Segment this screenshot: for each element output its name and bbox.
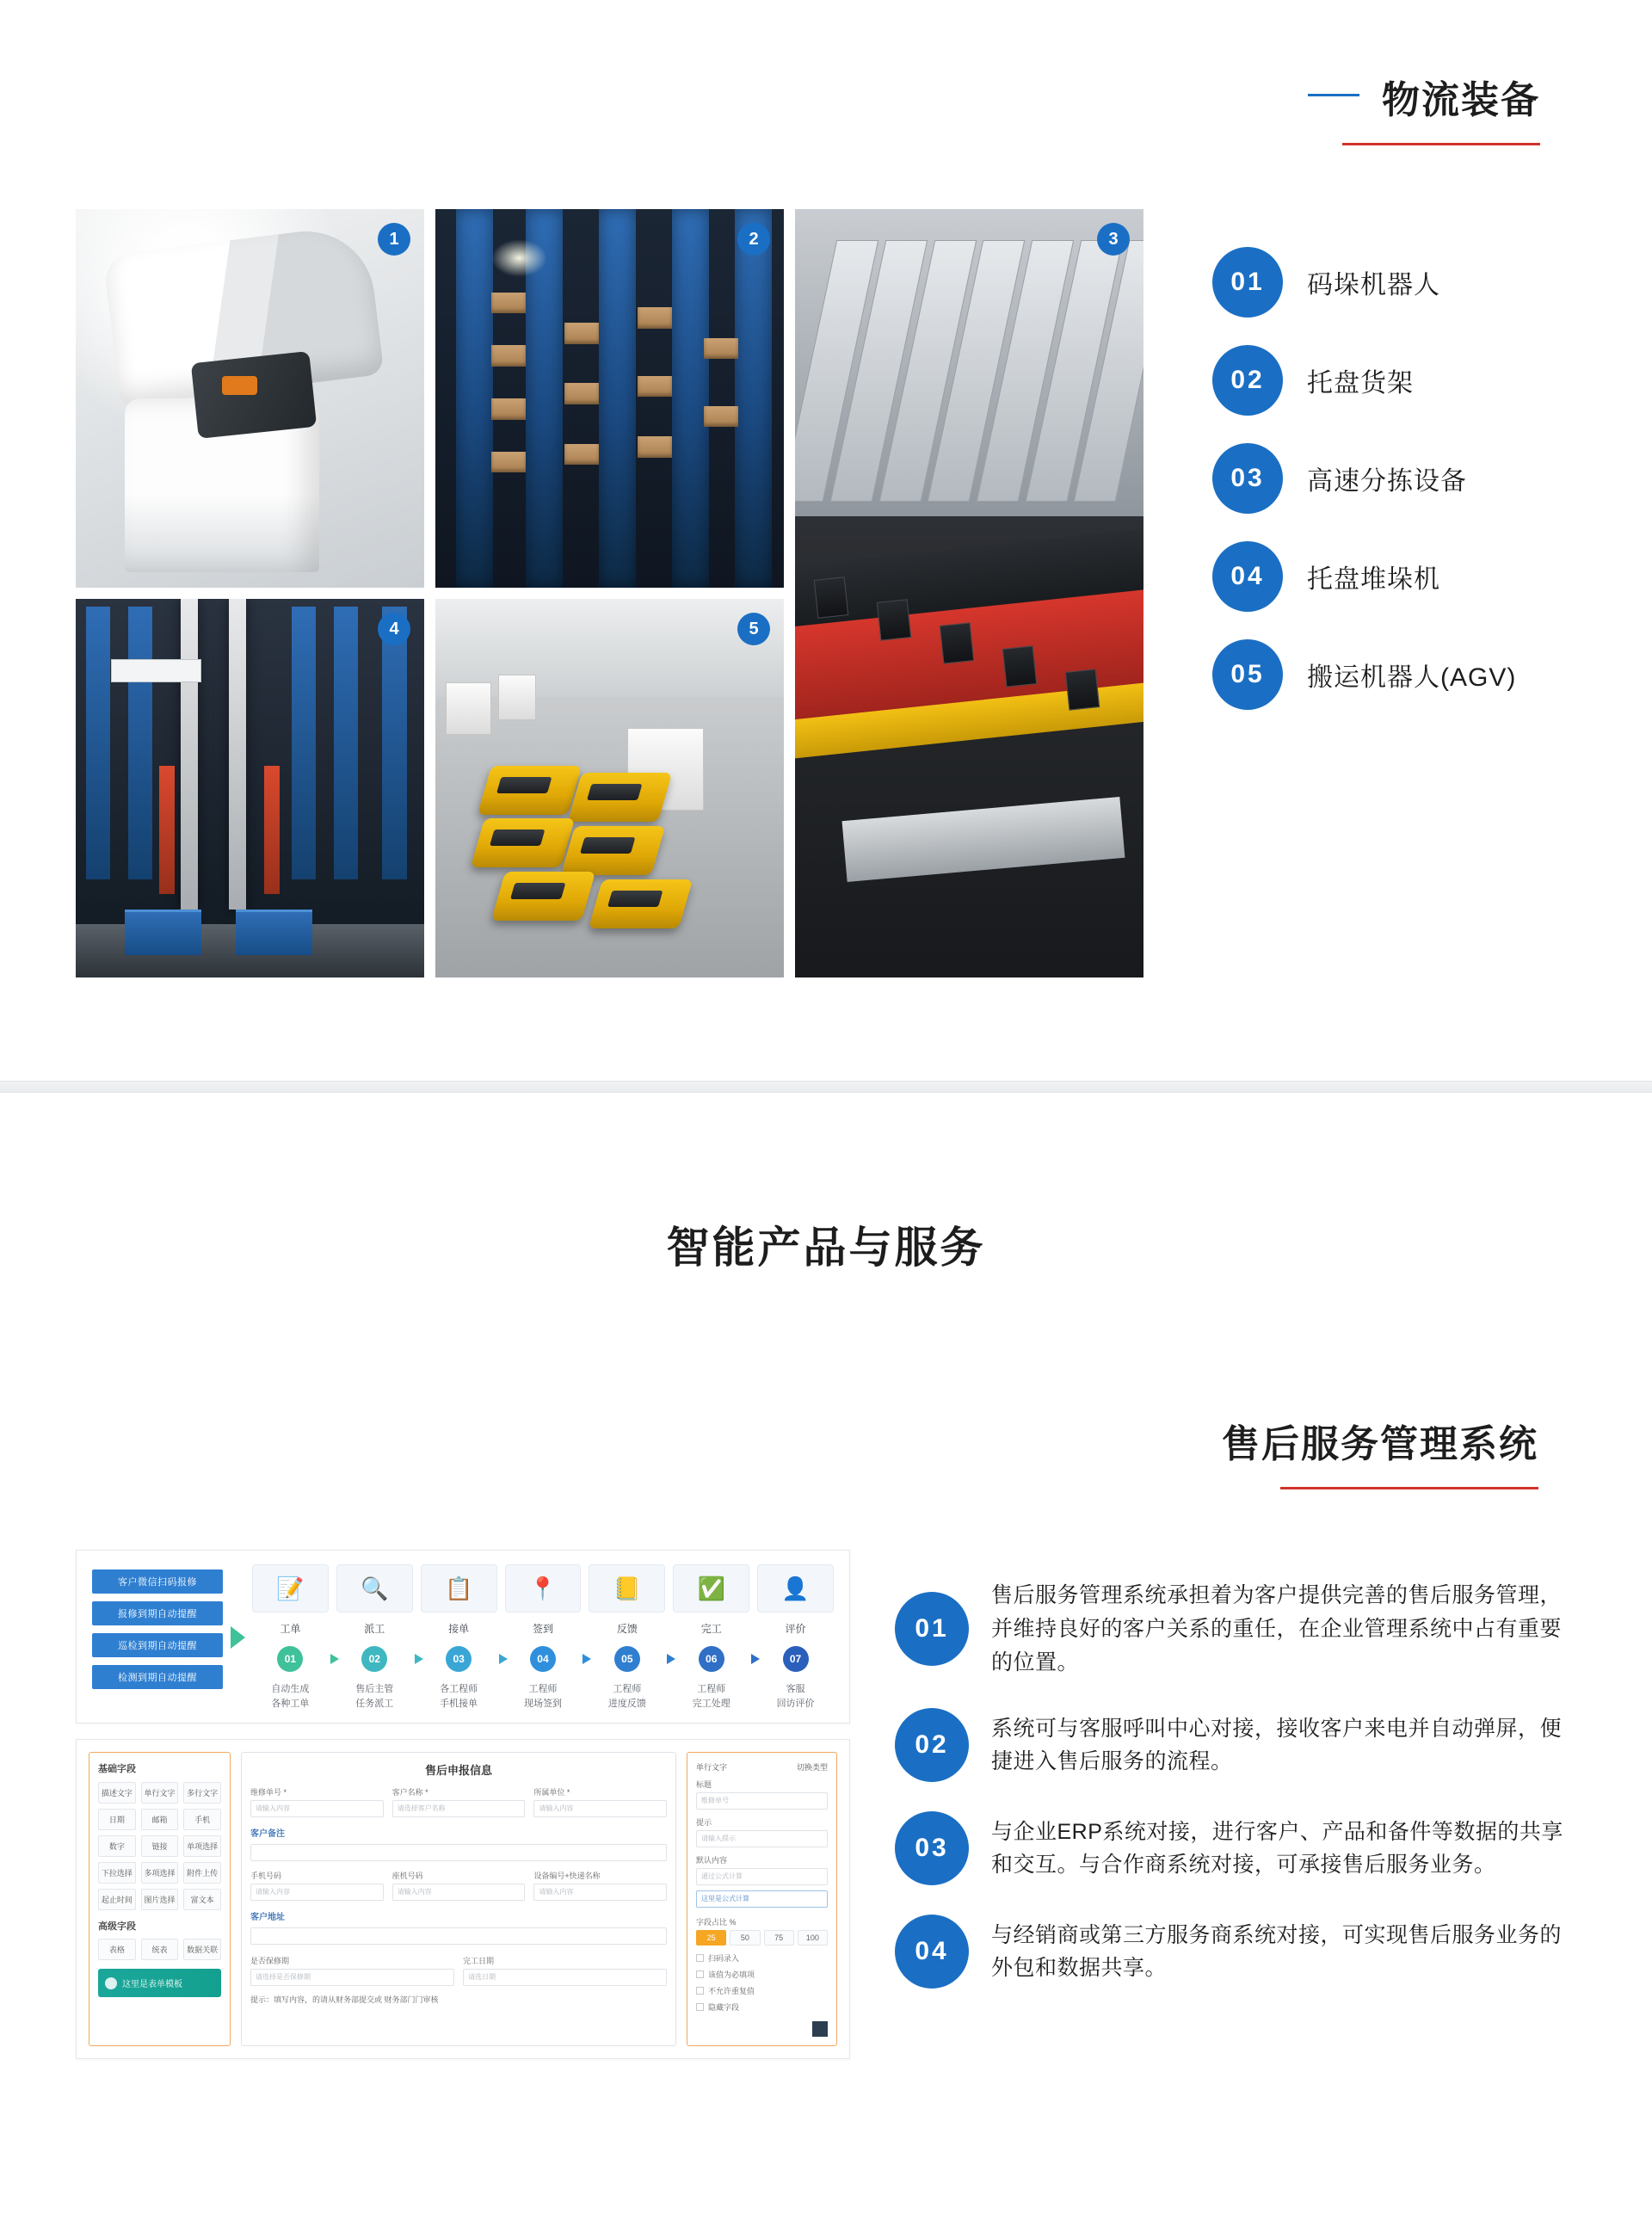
- step-desc: 各工程师 手机接单: [440, 1684, 478, 1709]
- step-number: 05: [614, 1646, 640, 1672]
- item-label: 托盘货架: [1307, 369, 1414, 398]
- form-canvas-title: 售后申报信息: [424, 1764, 492, 1777]
- pct-option[interactable]: 100: [798, 1930, 828, 1946]
- checkbox-label: 隐藏字段: [708, 2003, 740, 2012]
- system-screenshots: [76, 1550, 850, 2059]
- service-title: 售后服务管理系统: [1222, 1423, 1538, 1465]
- palette-title: 基础字段: [98, 1764, 136, 1774]
- item-label: 搬运机器人(AGV): [1307, 663, 1517, 692]
- formula-button[interactable]: 这里是公式计算: [696, 1890, 828, 1908]
- field-chip[interactable]: 手机: [183, 1809, 221, 1830]
- field-input[interactable]: 请选择是否保修期: [250, 1969, 454, 1986]
- field-input[interactable]: 请输入内容: [533, 1884, 667, 1901]
- item-number: 02: [1212, 345, 1283, 416]
- checkbox-row[interactable]: [696, 2001, 828, 2013]
- equipment-list: [1212, 209, 1516, 977]
- item-number: 01: [895, 1592, 969, 1666]
- products-section: [0, 1093, 1652, 2128]
- step-desc: 工程师 进度反馈: [607, 1684, 646, 1709]
- customer-address-input[interactable]: [250, 1927, 667, 1945]
- step-label: 签到: [532, 1623, 553, 1635]
- feedback-icon: 📒: [589, 1564, 665, 1613]
- step-label: 派工: [364, 1623, 385, 1635]
- checkin-icon: 📍: [505, 1564, 582, 1613]
- field-chip[interactable]: 图片选择: [141, 1889, 179, 1910]
- photo-badge: 2: [737, 223, 770, 256]
- logistics-section: [0, 0, 1652, 1081]
- section-label: 客户备注: [250, 1829, 285, 1839]
- template-banner-text: 这里是表单模板: [122, 1980, 182, 1989]
- item-number: 04: [895, 1915, 969, 1989]
- template-icon: [105, 1977, 117, 1989]
- list-item: [1212, 443, 1516, 514]
- field-chip[interactable]: 数字: [98, 1835, 136, 1857]
- list-item: [895, 1915, 1583, 1989]
- workflow-steps: [252, 1564, 834, 1711]
- checkbox-label: 该值为必填项: [708, 1970, 755, 1979]
- step-number: 01: [277, 1646, 303, 1672]
- step-desc: 售后主管 任务派工: [355, 1684, 394, 1709]
- checkbox-row[interactable]: [696, 1969, 828, 1980]
- form-designer-screenshot: [76, 1739, 850, 2059]
- field-label: 维修单号 *: [250, 1788, 287, 1797]
- flow-arrow-icon: [223, 1564, 252, 1711]
- workflow-diagram: [76, 1550, 850, 1724]
- advanced-field-chips: [98, 1939, 221, 1960]
- photo-badge: 5: [737, 613, 770, 645]
- prop-label: 标题: [696, 1780, 712, 1789]
- item-text: 与经销商或第三方服务商系统对接，可实现售后服务业务的外包和数据共享。: [991, 1922, 1563, 1981]
- field-label: 客户名称 *: [391, 1788, 428, 1797]
- field-chip[interactable]: 单项选择: [183, 1835, 221, 1857]
- products-title: 智能产品与服务: [666, 1224, 986, 1272]
- item-text: 与企业ERP系统对接，进行客户、产品和备件等数据的共享和交互。与合作商系统对接，可承接售后服务业务。: [991, 1819, 1563, 1878]
- step-label: 完工: [700, 1623, 722, 1635]
- prop-input[interactable]: 维修单号: [696, 1792, 828, 1810]
- field-chip[interactable]: 多项选择: [141, 1862, 179, 1884]
- step-number: 06: [699, 1646, 724, 1672]
- photo-badge: 3: [1097, 223, 1130, 256]
- step-desc: 客服 回访评价: [776, 1684, 815, 1709]
- logistics-title-row: [0, 69, 1652, 124]
- item-text: 系统可与客服呼叫中心对接，接收客户来电并自动弹屏，便捷进入售后服务的流程。: [991, 1716, 1563, 1774]
- step-number: 04: [530, 1646, 556, 1672]
- template-banner: [98, 1969, 221, 1997]
- item-text: 售后服务管理系统承担着为客户提供完善的售后服务管理，并维持良好的客户关系的重任，在企业管理系统中占有重要的位置。: [991, 1583, 1563, 1674]
- step-label: 接单: [448, 1623, 470, 1635]
- checkbox-row[interactable]: [696, 1985, 828, 1996]
- field-input[interactable]: 请输入内容: [250, 1800, 384, 1817]
- field-chip[interactable]: 起止时间: [98, 1889, 136, 1910]
- page-title: 物流装备: [1382, 79, 1540, 121]
- step-desc: 工程师 现场签到: [523, 1684, 562, 1709]
- service-body: [0, 1550, 1652, 2059]
- list-item: [895, 1708, 1583, 1782]
- robot-arm-joint: [190, 351, 316, 439]
- pct-label: 字段占比 %: [696, 1918, 737, 1927]
- field-chip[interactable]: 描述文字: [98, 1782, 136, 1804]
- form-note: 提示：填写内容，的请从财务部提交或 财务部门门审核: [250, 1995, 439, 2004]
- field-chip[interactable]: 附件上传: [183, 1862, 221, 1884]
- field-chip[interactable]: 富文本: [183, 1889, 221, 1910]
- field-properties: [687, 1752, 837, 2046]
- properties-title: 单行文字: [696, 1763, 728, 1772]
- step-label: 工单: [280, 1623, 301, 1635]
- prop-input[interactable]: 通过公式计算: [696, 1868, 828, 1885]
- item-number: 05: [1212, 639, 1283, 710]
- field-label: 是否保修期: [250, 1957, 290, 1965]
- step-label: 反馈: [616, 1623, 638, 1635]
- prop-label: 提示: [696, 1818, 712, 1827]
- list-item: [1212, 541, 1516, 612]
- field-chip[interactable]: 链接: [141, 1835, 179, 1857]
- field-chip[interactable]: 下拉选择: [98, 1862, 136, 1884]
- list-item: [895, 1579, 1583, 1679]
- prop-input[interactable]: 请输入提示: [696, 1830, 828, 1847]
- advanced-palette-title: 高级字段: [98, 1921, 136, 1932]
- entry-tag: 检测到期自动提醒: [92, 1665, 223, 1689]
- pallet-rack-photo: [435, 209, 784, 588]
- service-title-row: [0, 1413, 1652, 1468]
- step-label: 评价: [785, 1623, 806, 1635]
- field-chip[interactable]: 邮箱: [141, 1809, 179, 1830]
- step-desc: 工程师 完工处理: [692, 1684, 730, 1709]
- photo-badge: 1: [378, 223, 410, 256]
- ceiling-light: [491, 239, 547, 277]
- field-label: 手机号码: [250, 1872, 282, 1880]
- pct-option[interactable]: 25: [696, 1930, 726, 1946]
- list-item: [1212, 247, 1516, 318]
- field-chip[interactable]: 单行文字: [141, 1782, 179, 1804]
- field-chip[interactable]: 统表: [141, 1939, 179, 1960]
- photo-badge: 4: [378, 613, 410, 645]
- workflow-entries: [92, 1564, 223, 1711]
- item-number: 04: [1212, 541, 1283, 612]
- field-label: 所属单位 *: [533, 1788, 570, 1797]
- basic-field-chips: [98, 1782, 221, 1910]
- photo-grid: [76, 209, 1143, 977]
- field-chip[interactable]: 表格: [98, 1939, 136, 1960]
- item-number: 03: [1212, 443, 1283, 514]
- section-label: 客户地址: [250, 1913, 285, 1922]
- field-label: 完工日期: [463, 1957, 495, 1965]
- section-divider: [0, 1081, 1652, 1093]
- accept-icon: 📋: [421, 1564, 497, 1613]
- field-input[interactable]: 请输入内容: [392, 1884, 526, 1901]
- review-icon: 👤: [757, 1564, 834, 1613]
- item-label: 托盘堆垛机: [1307, 565, 1440, 594]
- service-feature-list: [895, 1550, 1583, 2018]
- pallet-stacker-photo: [76, 599, 424, 977]
- item-label: 高速分拣设备: [1307, 467, 1467, 496]
- title-underline: [1342, 143, 1540, 145]
- field-input[interactable]: 请输入内容: [533, 1800, 667, 1817]
- robot-accent: [222, 376, 257, 395]
- checkbox-row[interactable]: [696, 1952, 828, 1964]
- field-input[interactable]: 请选择客户名称: [392, 1800, 526, 1817]
- collapse-handle[interactable]: [696, 2021, 828, 2037]
- title-accent-bar: [1308, 94, 1359, 96]
- entry-tag: 客户微信扫码报修: [92, 1569, 223, 1594]
- service-title-underline: [1280, 1487, 1538, 1489]
- step-number: 03: [446, 1646, 472, 1672]
- pct-option[interactable]: 75: [764, 1930, 794, 1946]
- step-number: 07: [783, 1646, 809, 1672]
- field-chip[interactable]: 数据关联: [183, 1939, 221, 1960]
- entry-tag: 巡检到期自动提醒: [92, 1633, 223, 1657]
- checkbox-label: 扫码录入: [708, 1954, 740, 1963]
- item-label: 码垛机器人: [1307, 271, 1440, 299]
- complete-icon: ✅: [673, 1564, 749, 1613]
- logistics-body: [0, 209, 1652, 977]
- dispatch-icon: 🔍: [336, 1564, 413, 1613]
- high-speed-sorter-photo: [795, 209, 1143, 977]
- checkbox-label: 不允许重复值: [708, 1987, 755, 1995]
- switch-type-link[interactable]: 切换类型: [796, 1763, 828, 1772]
- field-input[interactable]: 请选日期: [463, 1969, 667, 1986]
- item-number: 03: [895, 1811, 969, 1885]
- agv-photo: [435, 599, 784, 977]
- item-number: 02: [895, 1708, 969, 1782]
- palletizing-robot-photo: [76, 209, 424, 588]
- field-input[interactable]: 请输入内容: [250, 1884, 384, 1901]
- list-item: [1212, 345, 1516, 416]
- field-chip[interactable]: 多行文字: [183, 1782, 221, 1804]
- field-palette: [89, 1752, 231, 2046]
- step-desc: 自动生成 各种工单: [271, 1684, 310, 1709]
- prop-label: 默认内容: [696, 1856, 728, 1865]
- form-canvas: [241, 1752, 676, 2046]
- pct-option[interactable]: 50: [730, 1930, 760, 1946]
- list-item: [895, 1811, 1583, 1885]
- worksheet-icon: 📝: [252, 1564, 329, 1613]
- field-label: 座机号码: [391, 1872, 423, 1880]
- step-number: 02: [361, 1646, 387, 1672]
- entry-tag: 报修到期自动提醒: [92, 1601, 223, 1625]
- item-number: 01: [1212, 247, 1283, 318]
- field-chip[interactable]: 日期: [98, 1809, 136, 1830]
- field-label: 设备编号+快递名称: [533, 1872, 601, 1880]
- customer-note-input[interactable]: [250, 1844, 667, 1861]
- list-item: [1212, 639, 1516, 710]
